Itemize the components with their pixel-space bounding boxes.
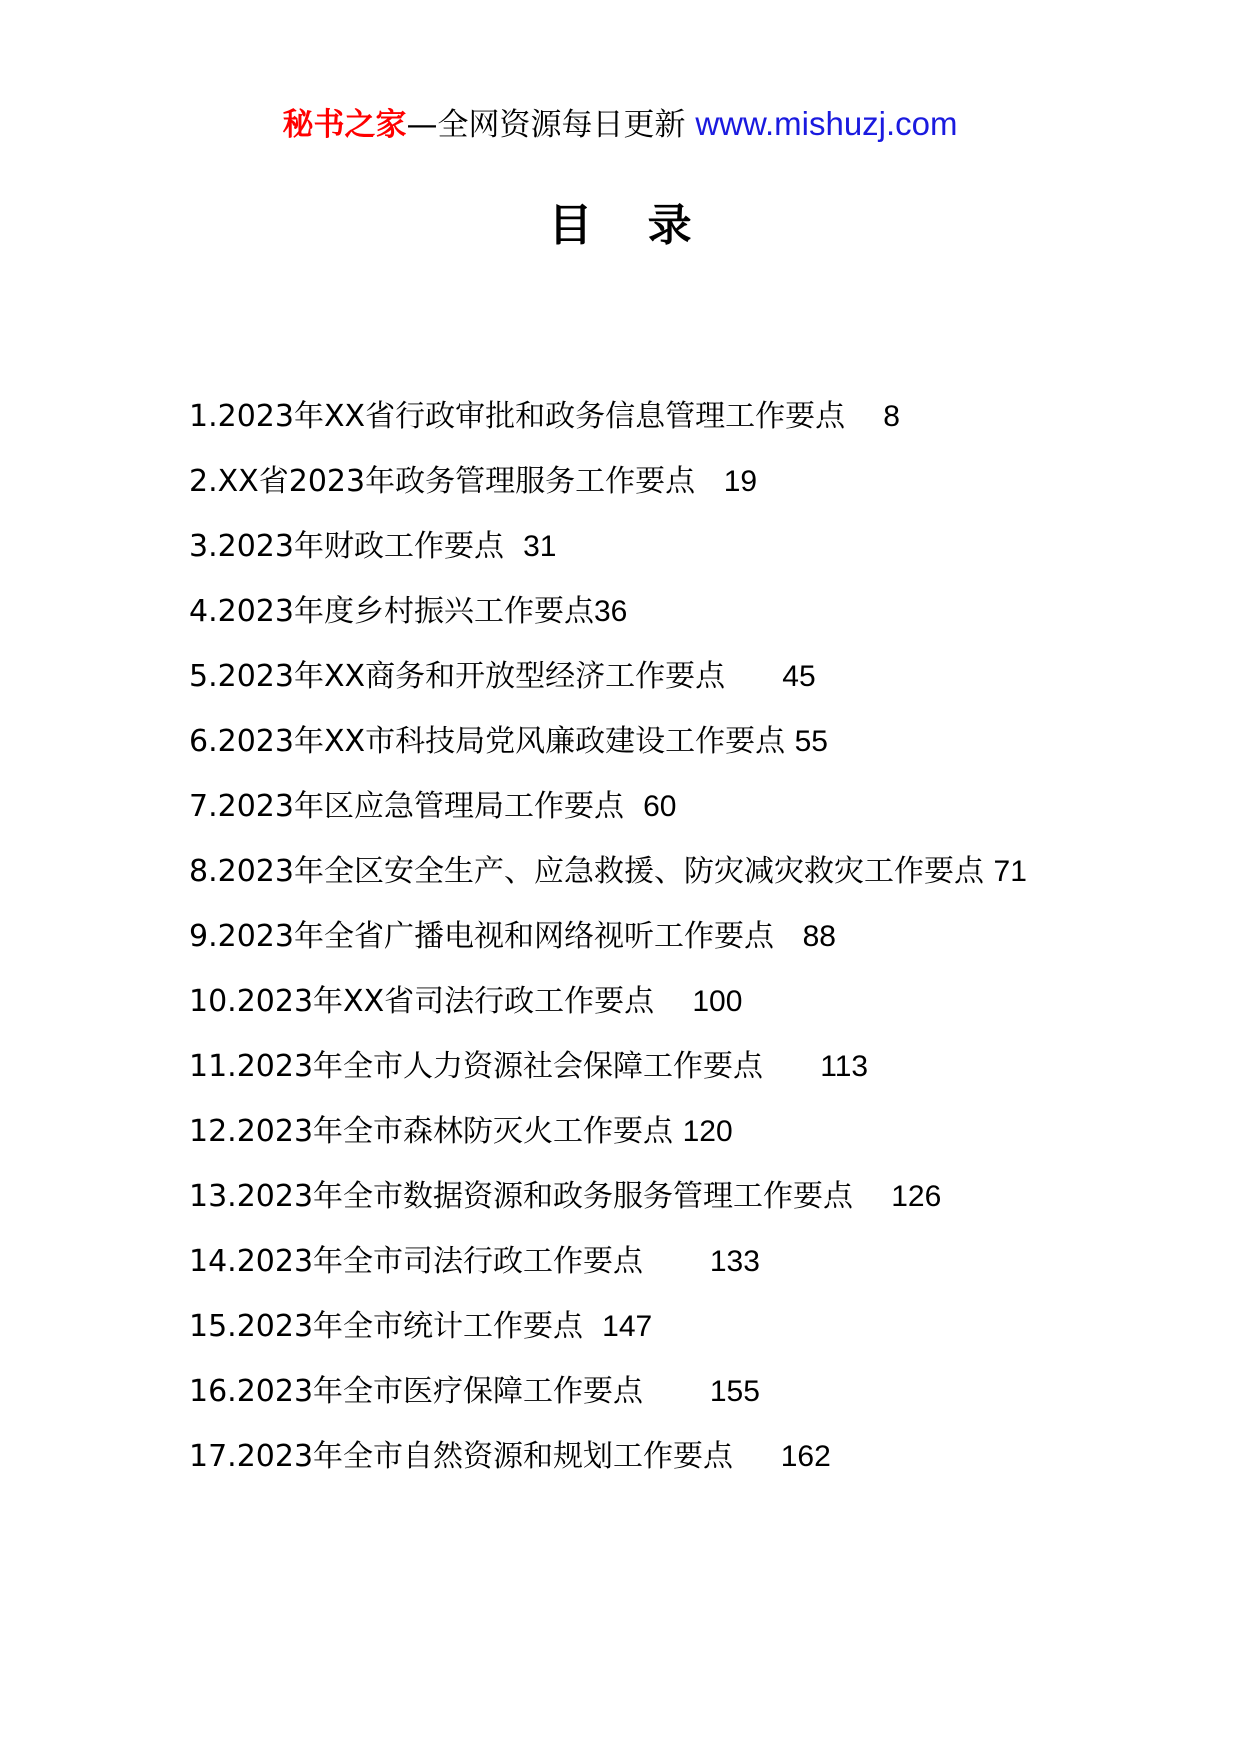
header-slogan: —全网资源每日更新 — [406, 107, 696, 143]
toc-entry-title: 8.2023年全区安全生产、应急救援、防灾减灾救灾工作要点 — [189, 854, 984, 889]
toc-entry-page: 133 — [709, 1245, 760, 1278]
toc-entry-title: 5.2023年XX商务和开放型经济工作要点 — [189, 659, 726, 694]
site-header — [0, 104, 1240, 145]
toc-entry-title: 1.2023年XX省行政审批和政务信息管理工作要点 — [189, 399, 846, 434]
toc-entry-page: 60 — [643, 790, 677, 823]
toc-entry-title: 12.2023年全市森林防灭火工作要点 — [189, 1114, 674, 1149]
toc-entry[interactable] — [189, 1294, 1069, 1359]
toc-entry[interactable] — [189, 1424, 1069, 1489]
toc-entry[interactable] — [189, 904, 1069, 969]
toc-entry-title: 15.2023年全市统计工作要点 — [189, 1309, 584, 1344]
toc-entry-page: 19 — [723, 465, 758, 498]
toc-entry[interactable] — [189, 449, 1069, 514]
toc-entry[interactable] — [189, 644, 1069, 709]
toc-entry-title: 14.2023年全市司法行政工作要点 — [189, 1244, 644, 1279]
toc-entry-title: 3.2023年财政工作要点 — [189, 529, 504, 564]
page-title: 目 录 — [548, 200, 712, 251]
toc-entry-title: 10.2023年XX省司法行政工作要点 — [189, 984, 655, 1019]
toc-entry-page: 155 — [709, 1375, 760, 1408]
toc-entry-title: 7.2023年区应急管理局工作要点 — [189, 789, 624, 824]
site-url-link[interactable]: www.mishuzj.com — [695, 105, 958, 142]
toc-entry-page: 113 — [820, 1050, 869, 1083]
toc-entry-title: 9.2023年全省广播电视和网络视听工作要点 — [189, 919, 774, 954]
toc-entry[interactable] — [189, 579, 1069, 644]
toc-entry-page: 36 — [593, 595, 628, 628]
toc-entry[interactable] — [189, 1099, 1069, 1164]
toc-entry[interactable] — [189, 384, 1069, 449]
toc-entry-title: 2.XX省2023年政务管理服务工作要点 — [189, 464, 696, 499]
toc-entry[interactable] — [189, 774, 1069, 839]
toc-entry-title: 17.2023年全市自然资源和规划工作要点 — [189, 1439, 734, 1474]
toc-entry[interactable] — [189, 839, 1069, 904]
toc-entry-page: 120 — [682, 1115, 733, 1148]
toc-entry-title: 16.2023年全市医疗保障工作要点 — [189, 1374, 644, 1409]
toc-entry[interactable] — [189, 1164, 1069, 1229]
toc-entry[interactable] — [189, 709, 1069, 774]
brand-name: 秘书之家 — [282, 107, 407, 143]
toc-entry-title: 13.2023年全市数据资源和政务服务管理工作要点 — [189, 1179, 854, 1214]
toc-entry-title: 4.2023年度乡村振兴工作要点 — [189, 594, 594, 629]
toc-entry-title: 6.2023年XX市科技局党风廉政建设工作要点 — [189, 724, 786, 759]
toc-entry-page: 45 — [782, 660, 816, 693]
table-of-contents — [189, 384, 1069, 1489]
toc-entry-page: 55 — [794, 725, 828, 758]
toc-entry[interactable] — [189, 969, 1069, 1034]
toc-entry[interactable] — [189, 514, 1069, 579]
toc-entry-page: 8 — [883, 400, 900, 433]
toc-entry[interactable] — [189, 1034, 1069, 1099]
toc-entry-page: 126 — [891, 1180, 942, 1213]
toc-entry-title: 11.2023年全市人力资源社会保障工作要点 — [189, 1049, 764, 1084]
toc-entry-page: 162 — [780, 1440, 831, 1473]
toc-entry[interactable] — [189, 1359, 1069, 1424]
toc-entry-page: 31 — [523, 530, 557, 563]
toc-entry-page: 88 — [802, 920, 836, 953]
toc-entry-page: 100 — [692, 985, 743, 1018]
toc-entry-page: 71 — [993, 855, 1027, 888]
toc-entry-page: 147 — [602, 1310, 653, 1343]
toc-entry[interactable] — [189, 1229, 1069, 1294]
